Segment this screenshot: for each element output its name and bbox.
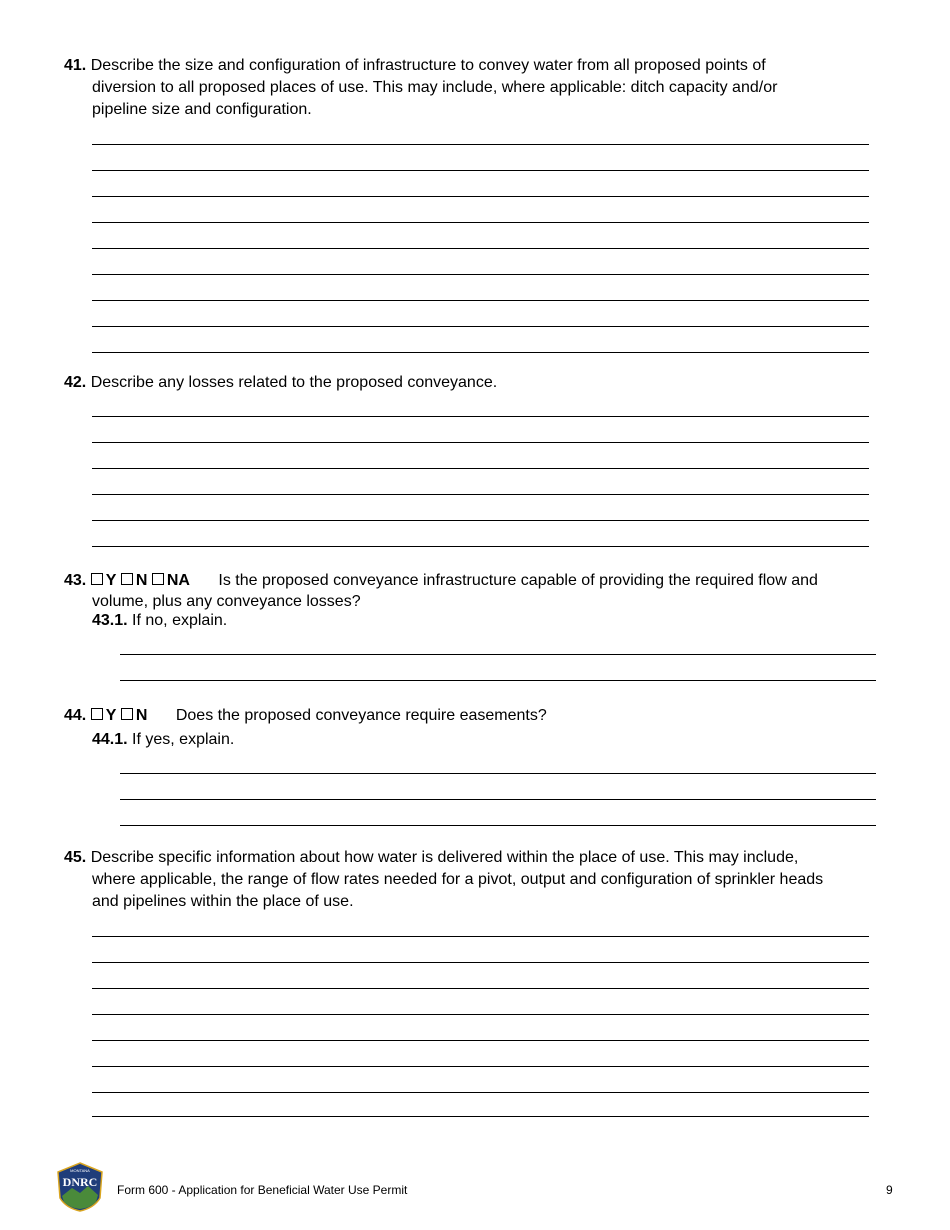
checkbox-no[interactable]: [121, 708, 133, 720]
checkbox-label-no: N: [135, 572, 148, 589]
question-number: 43.: [64, 572, 87, 589]
question-text-line: Describe the size and configuration of infrastructure to convey water from all proposed points of: [90, 57, 766, 74]
question-43: [64, 570, 818, 612]
subquestion-text: If no, explain.: [132, 612, 228, 629]
answer-line[interactable]: [92, 962, 869, 963]
checkbox-no[interactable]: [121, 573, 133, 585]
page-number: 9: [886, 1183, 893, 1197]
answer-line[interactable]: [92, 170, 869, 171]
answer-line[interactable]: [120, 825, 876, 826]
question-number: 41.: [64, 57, 87, 74]
subquestion-text: If yes, explain.: [132, 731, 235, 748]
checkbox-label-yes: Y: [105, 707, 117, 724]
checkbox-label-no: N: [135, 707, 148, 724]
answer-line[interactable]: [92, 300, 869, 301]
answer-line[interactable]: [120, 773, 876, 774]
answer-line[interactable]: [120, 654, 876, 655]
checkbox-label-yes: Y: [105, 572, 117, 589]
subquestion-43-1: [92, 611, 227, 631]
question-text: Describe any losses related to the proposed conveyance.: [90, 374, 498, 391]
answer-line[interactable]: [120, 799, 876, 800]
logo-text: DNRC: [62, 1175, 98, 1189]
subquestion-number: 44.1.: [92, 731, 128, 748]
question-text-line: Is the proposed conveyance infrastructure capable of providing the required flow and: [218, 572, 818, 589]
answer-line[interactable]: [92, 468, 869, 469]
question-text-line: where applicable, the range of flow rates needed for a pivot, output and configuration of sprinkler heads: [92, 871, 824, 888]
answer-line[interactable]: [92, 144, 869, 145]
question-text-line: pipeline size and configuration.: [92, 101, 312, 118]
answer-line[interactable]: [92, 494, 869, 495]
answer-line[interactable]: [92, 274, 869, 275]
question-text-line: diversion to all proposed places of use. This may include, where applicable: ditch capacity and/or: [92, 79, 778, 96]
question-text: Does the proposed conveyance require easements?: [175, 707, 547, 724]
answer-line[interactable]: [92, 546, 869, 547]
answer-line[interactable]: [92, 1092, 869, 1093]
answer-line[interactable]: [92, 988, 869, 989]
logo-top-text: MONTANA: [70, 1168, 90, 1173]
answer-line[interactable]: [92, 520, 869, 521]
answer-line[interactable]: [92, 248, 869, 249]
answer-line[interactable]: [92, 352, 869, 353]
question-41: [64, 55, 777, 121]
subquestion-44-1: [92, 730, 234, 750]
question-44: [64, 705, 547, 727]
question-45: [64, 847, 823, 913]
answer-line[interactable]: [92, 326, 869, 327]
answer-line[interactable]: [92, 1066, 869, 1067]
checkbox-label-na: NA: [166, 572, 190, 589]
answer-line[interactable]: [92, 416, 869, 417]
question-42: [64, 372, 497, 394]
question-number: 42.: [64, 374, 87, 391]
answer-line[interactable]: [92, 1014, 869, 1015]
answer-line[interactable]: [92, 936, 869, 937]
checkbox-yes[interactable]: [91, 573, 103, 585]
dnrc-logo: [56, 1162, 104, 1212]
question-text-line: volume, plus any conveyance losses?: [92, 593, 361, 610]
answer-line[interactable]: [120, 680, 876, 681]
checkbox-na[interactable]: [152, 573, 164, 585]
subquestion-number: 43.1.: [92, 612, 128, 629]
checkbox-yes[interactable]: [91, 708, 103, 720]
answer-line[interactable]: [92, 1040, 869, 1041]
question-text-line: and pipelines within the place of use.: [92, 893, 354, 910]
question-number: 45.: [64, 849, 87, 866]
answer-line[interactable]: [92, 196, 869, 197]
footer-form-title: Form 600 - Application for Beneficial Water Use Permit: [117, 1183, 408, 1197]
answer-line[interactable]: [92, 222, 869, 223]
answer-line[interactable]: [92, 1116, 869, 1117]
question-number: 44.: [64, 707, 87, 724]
answer-line[interactable]: [92, 442, 869, 443]
question-text-line: Describe specific information about how water is delivered within the place of use. This may include,: [90, 849, 799, 866]
